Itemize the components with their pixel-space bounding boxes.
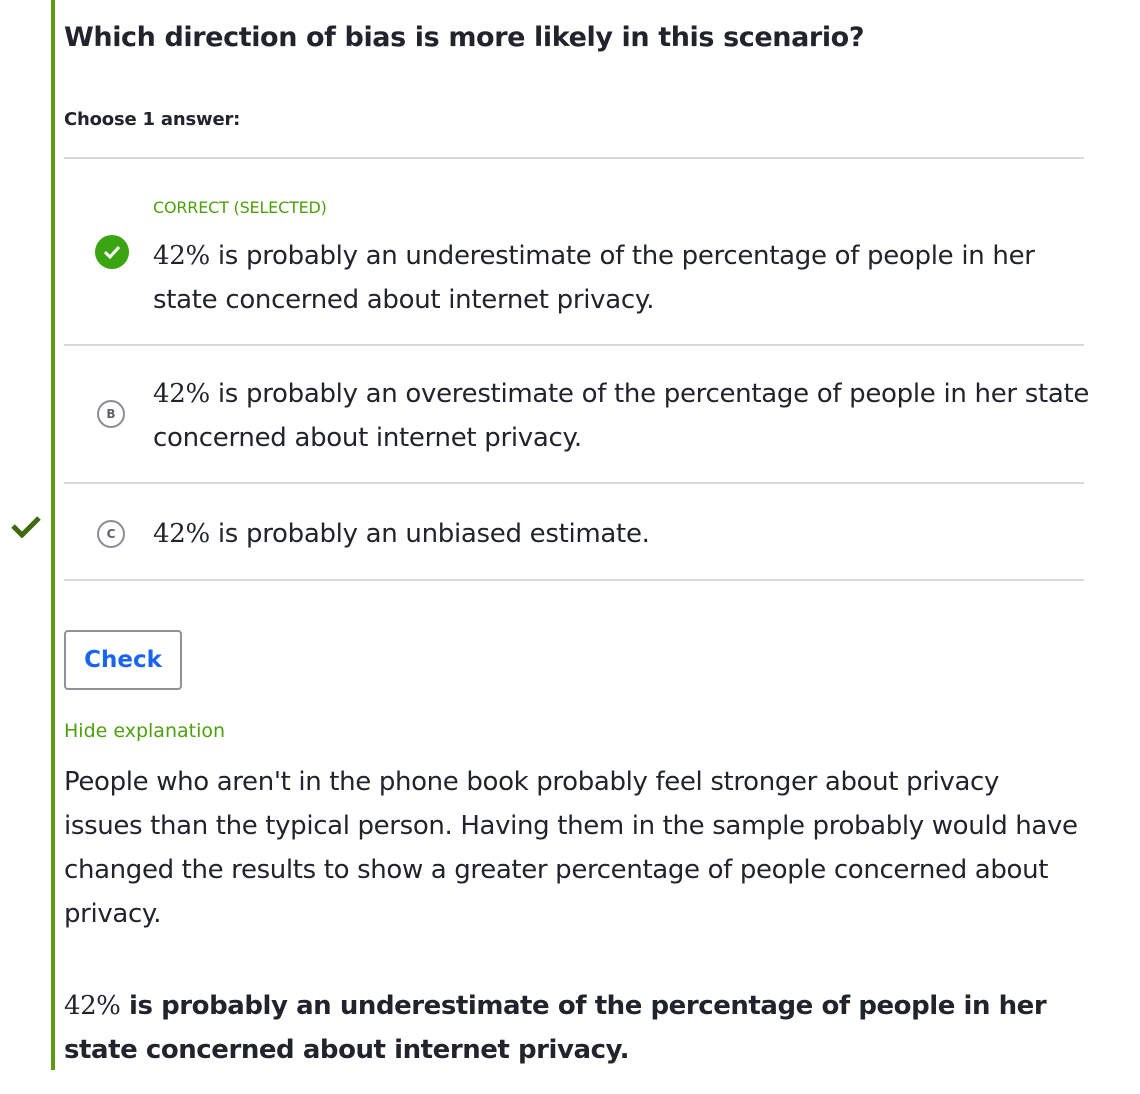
choice-a-text (153, 234, 1093, 322)
choice-c-math: 42% (153, 519, 210, 549)
choice-c-text (153, 512, 1093, 556)
divider (64, 157, 1084, 159)
explanation-answer-text: is probably an underestimate of the percentage of people in her state concerned about internet privacy. (64, 991, 1047, 1065)
check-button[interactable]: Check (64, 630, 182, 690)
choice-b-text (153, 372, 1093, 460)
divider (64, 482, 1084, 484)
choice-b-letter-icon: B (97, 400, 125, 428)
choice-b-label: is probably an overestimate of the percentage of people in her state concerned about internet privacy. (153, 379, 1090, 453)
choice-b-math: 42% (153, 379, 210, 409)
answer-instruction: Choose 1 answer: (64, 109, 241, 130)
explanation-answer-math: 42% (64, 991, 121, 1021)
correct-indicator-bar (51, 0, 55, 1070)
choice-a-label: is probably an underestimate of the percentage of people in her state concerned about internet privacy. (153, 241, 1035, 315)
hide-explanation-link[interactable]: Hide explanation (64, 720, 226, 742)
explanation-paragraph: People who aren't in the phone book probably feel stronger about privacy issues than the typical person. Having them in the sample probably would have changed the results to show a greater percentage of people concerned about privacy. (64, 767, 1078, 929)
choice-a-math: 42% (153, 241, 210, 271)
selected-correct-icon (95, 235, 129, 269)
correct-checkmark-icon (10, 516, 42, 538)
question-title: Which direction of bias is more likely in this scenario? (64, 22, 865, 53)
divider (64, 579, 1084, 581)
choice-c-letter-icon: C (97, 520, 125, 548)
divider (64, 344, 1084, 346)
choice-status-label: CORRECT (SELECTED) (153, 198, 327, 217)
choice-c-label: is probably an unbiased estimate. (209, 519, 650, 549)
explanation-answer (64, 984, 1084, 1072)
